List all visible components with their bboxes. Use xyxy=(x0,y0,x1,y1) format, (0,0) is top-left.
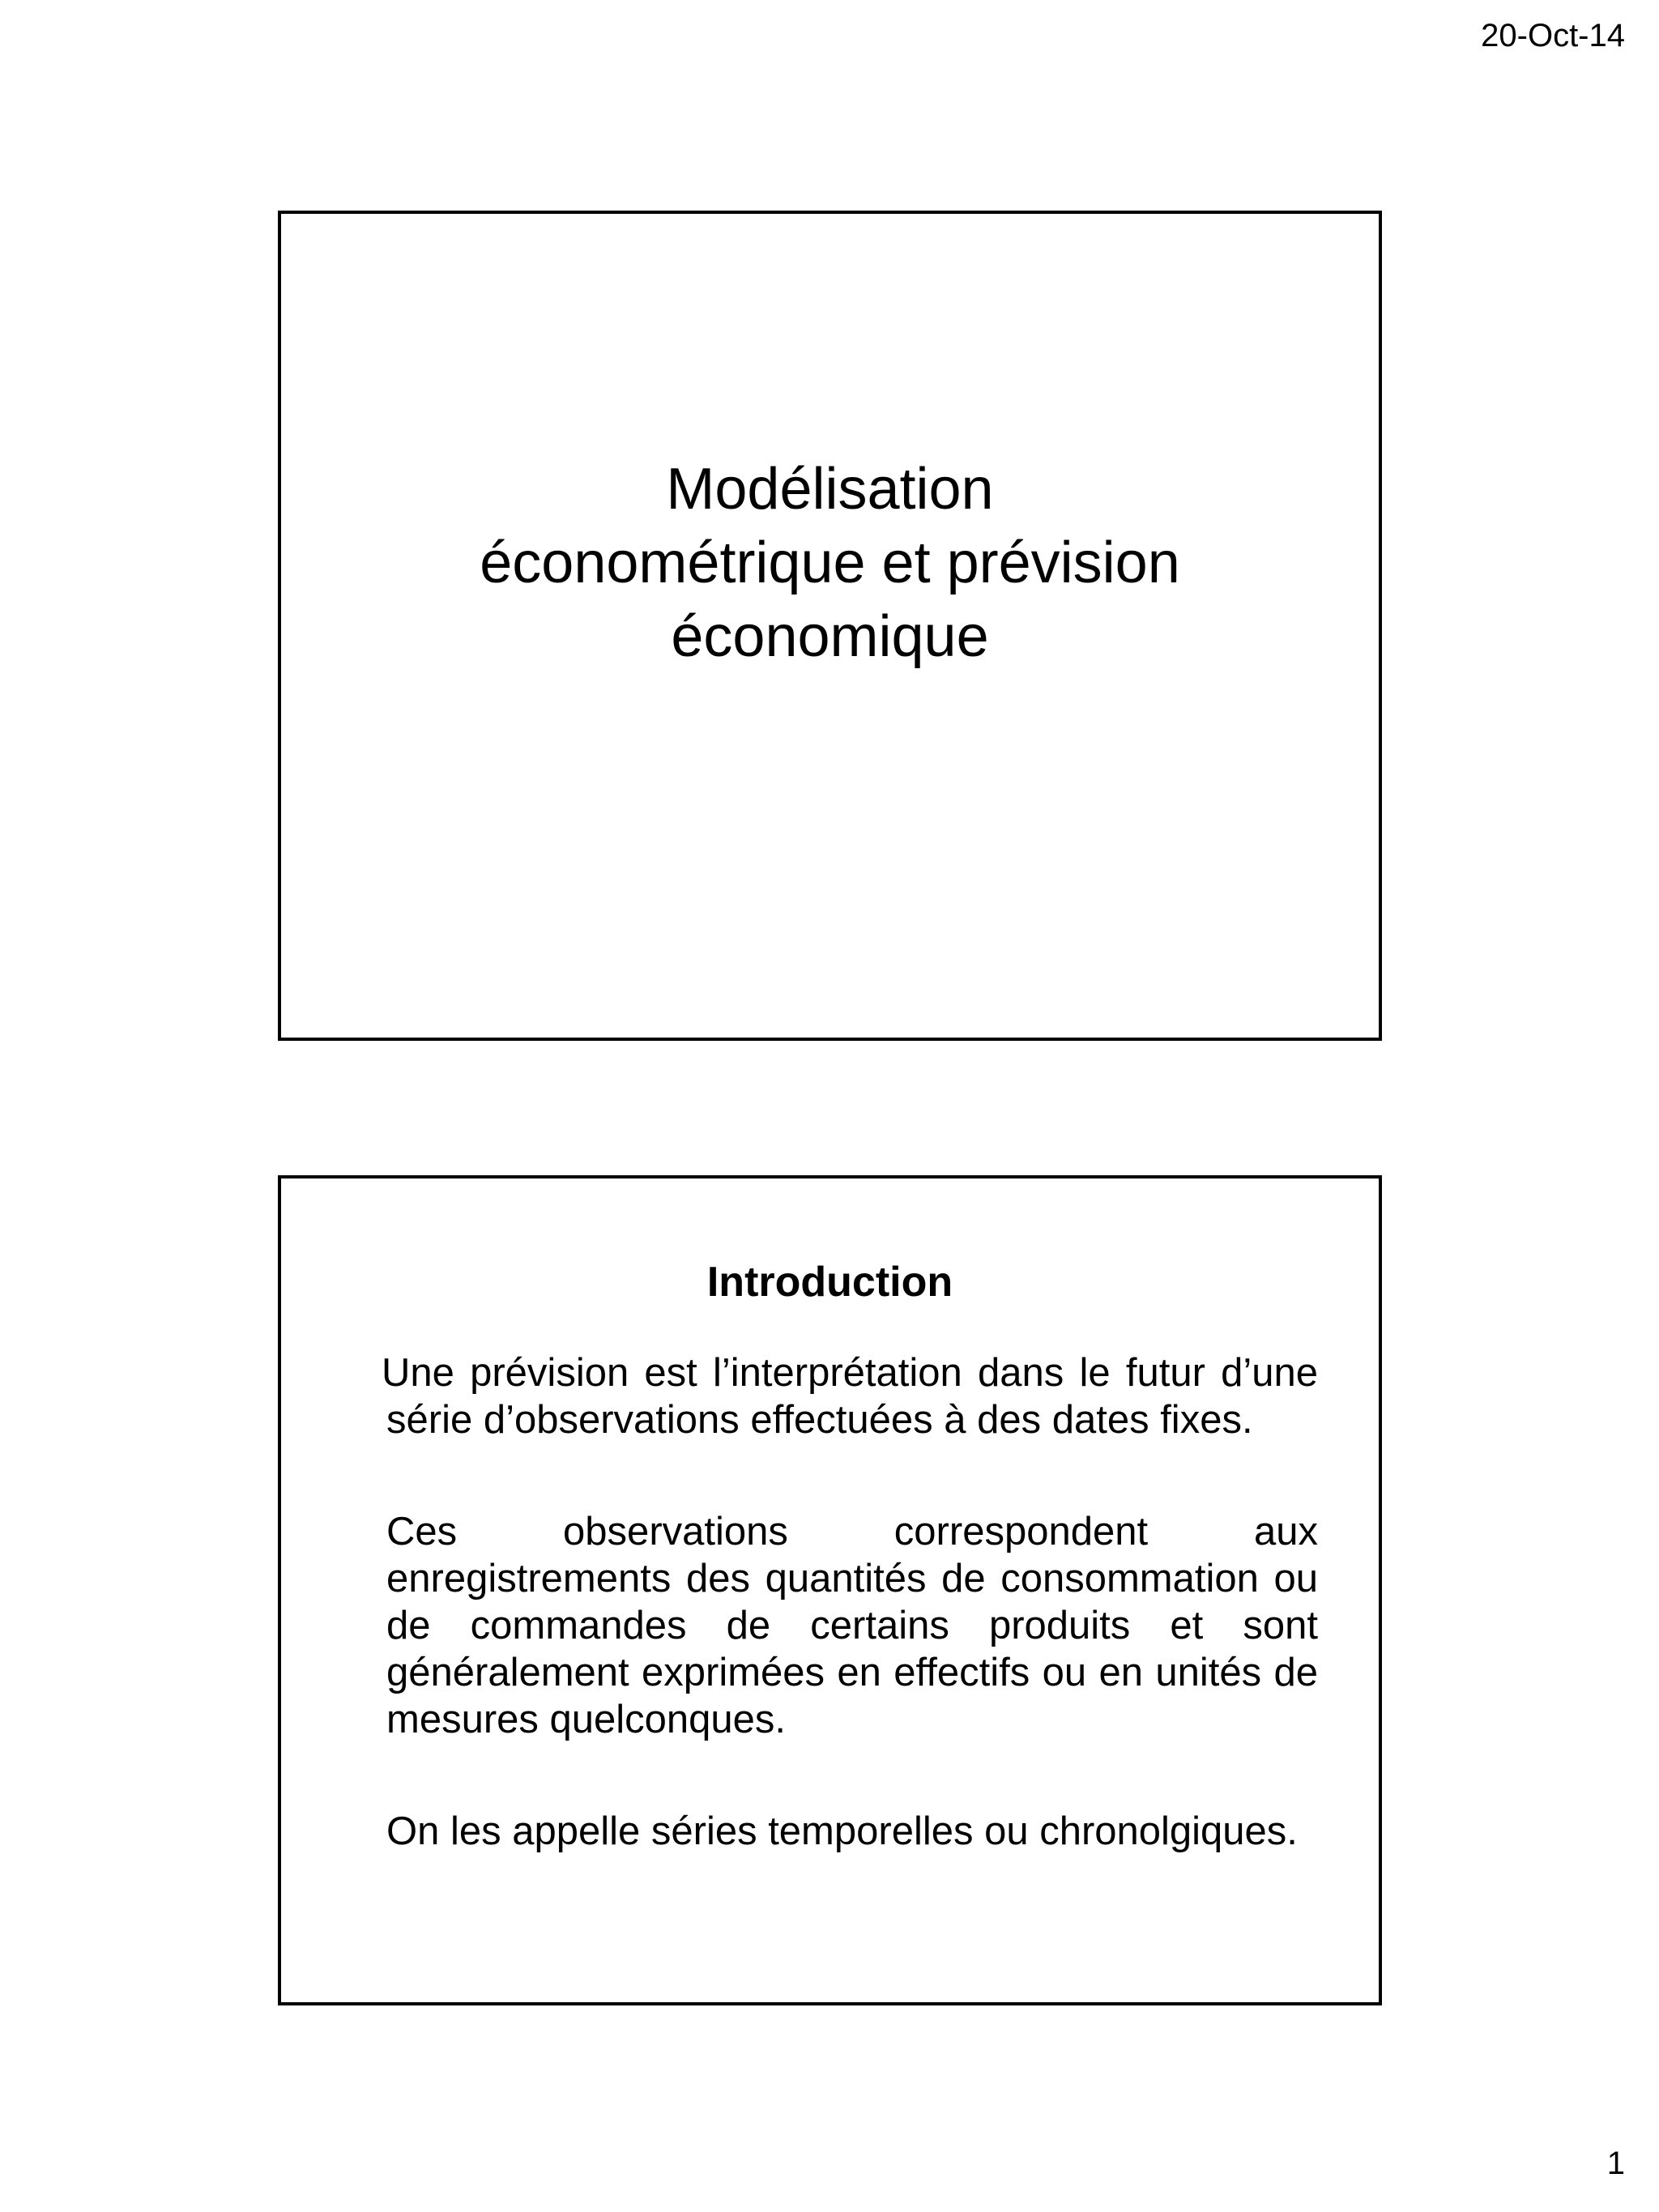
slide-title xyxy=(281,453,1379,674)
slide-title-frame xyxy=(278,211,1382,1041)
page-date: 20-Oct-14 xyxy=(1481,18,1625,53)
page-number: 1 xyxy=(1606,2146,1625,2181)
slide-introduction-frame xyxy=(278,1175,1382,2005)
body-paragraph: Ces observations correspondent aux enregistrements des quantités de consommation ou de commandes de certains produits et sont généralement exprimées en effectifs ou en unités de mesures quelconques. xyxy=(386,1510,1318,1741)
body-paragraph: Une prévision est l’interprétation dans le futur d’une série d’observations effectuées à des dates fixes. xyxy=(382,1351,1318,1442)
slide-title-line: Modélisation xyxy=(666,457,994,522)
slide-body xyxy=(382,1349,1318,1920)
slide-title-line: économétrique et prévision xyxy=(480,531,1180,595)
slide-title-line: économique xyxy=(671,604,989,669)
body-paragraph: On les appelle séries temporelles ou chronolgiques. xyxy=(386,1809,1298,1853)
slide-heading: Introduction xyxy=(706,1259,953,1306)
